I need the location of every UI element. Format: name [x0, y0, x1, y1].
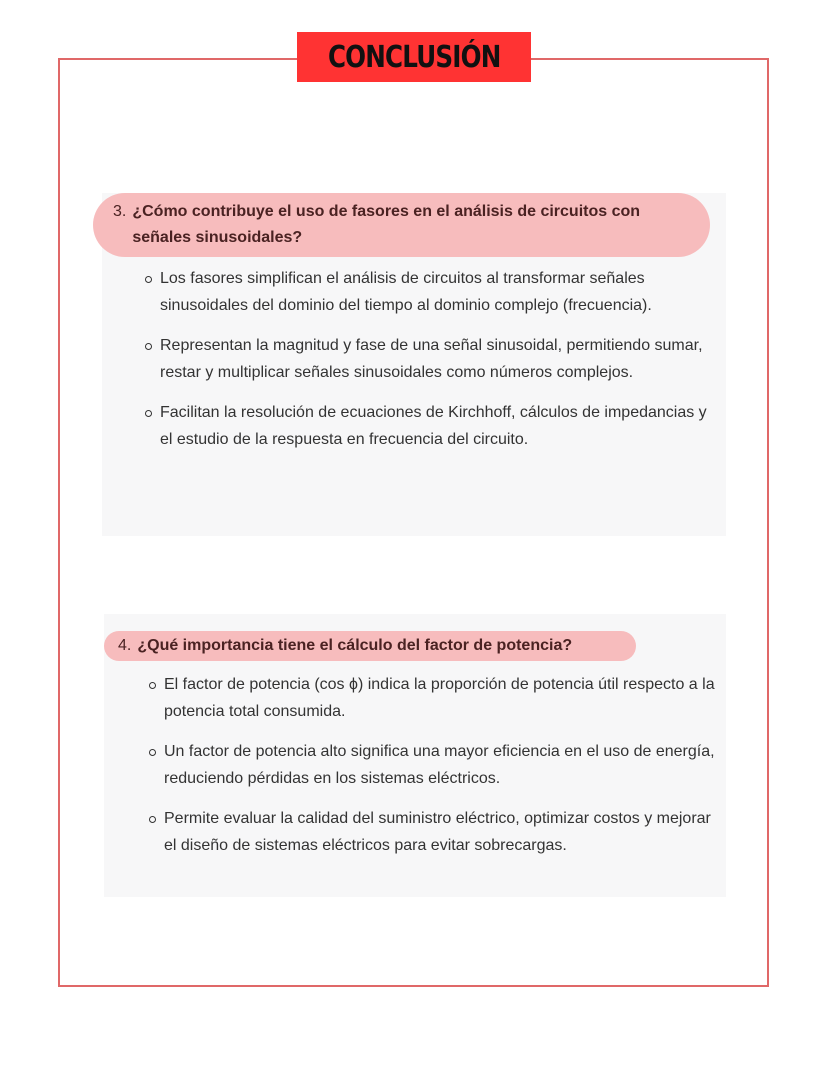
list-item [160, 266, 722, 319]
conclusion-title [297, 32, 531, 82]
bullet-icon [149, 816, 156, 823]
list-item [164, 739, 720, 792]
bullet-icon [149, 749, 156, 756]
question-number: 4. [118, 637, 132, 654]
question-text: ¿Cómo contribuye el uso de fasores en el análisis de circuitos con señales sinusoidales? [132, 203, 641, 246]
bullet-text: Permite evaluar la calidad del suministro eléctrico, optimizar costos y mejorar el diseño de sistemas eléctricos para evitar sobrecargas. [164, 810, 711, 854]
question-4 [104, 631, 636, 661]
answer-list-3 [160, 266, 722, 467]
list-item [160, 333, 722, 386]
bullet-icon [149, 682, 156, 689]
answer-list-4 [164, 672, 720, 873]
bullet-text: Los fasores simplifican el análisis de circuitos al transformar señales sinusoidales del dominio del tiempo al dominio complejo (frecuencia). [160, 270, 652, 314]
question-3 [93, 193, 710, 257]
question-text: ¿Qué importancia tiene el cálculo del factor de potencia? [137, 637, 573, 654]
list-item [164, 672, 720, 725]
bullet-icon [145, 343, 152, 350]
bullet-icon [145, 276, 152, 283]
list-item [164, 806, 720, 859]
question-number: 3. [113, 203, 127, 220]
title-text: CONCLUSIÓN [327, 39, 501, 75]
bullet-text: Representan la magnitud y fase de una señal sinusoidal, permitiendo sumar, restar y multiplicar señales sinusoidales como números complejos. [160, 337, 703, 381]
bullet-text: El factor de potencia (cos ϕ) indica la proporción de potencia útil respecto a la potencia total consumida. [164, 676, 715, 720]
bullet-text: Facilitan la resolución de ecuaciones de Kirchhoff, cálculos de impedancias y el estudio de la respuesta en frecuencia del circuito. [160, 404, 707, 448]
bullet-text: Un factor de potencia alto significa una mayor eficiencia en el uso de energía, reduciendo pérdidas en los sistemas eléctricos. [164, 743, 715, 787]
bullet-icon [145, 410, 152, 417]
list-item [160, 400, 722, 453]
